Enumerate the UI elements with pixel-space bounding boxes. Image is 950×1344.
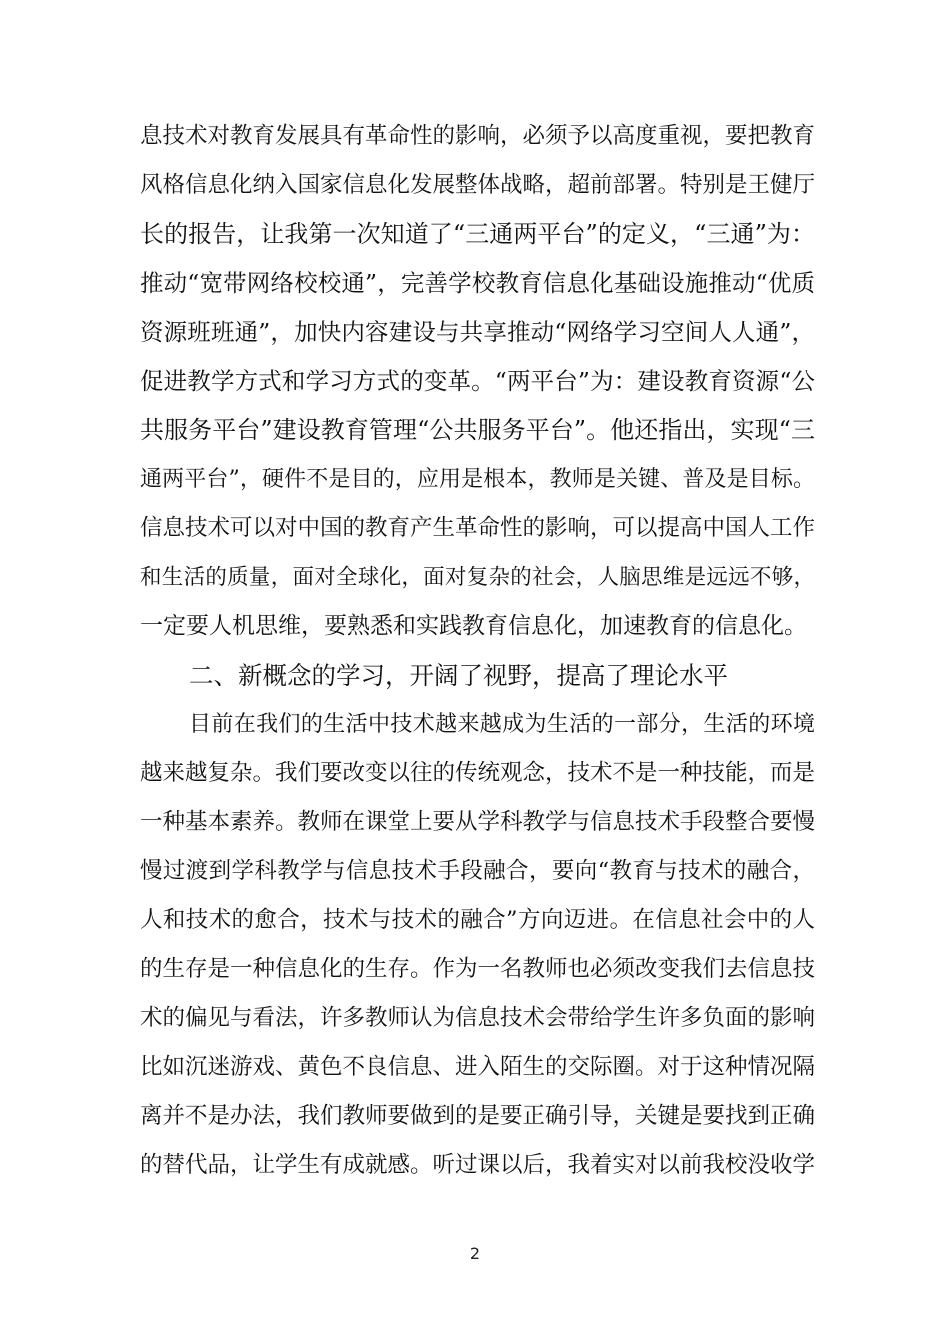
text-line: 长的报告，让我第一次知道了“三通两平台”的定义，“三通”为： xyxy=(140,220,815,248)
text-line: 一定要人机思维，要熟悉和实践教育信息化，加速教育的信息化。 xyxy=(140,613,807,639)
text-line: 和生活的质量，面对全球化，面对复杂的社会，人脑思维是远远不够， xyxy=(140,565,815,590)
text-line: 通两平台”，硬件不是目的，应用是根本，教师是关键、普及是目标。 xyxy=(140,467,815,492)
text-line: 风格信息化纳入国家信息化发展整体战略，超前部署。特别是王健厅 xyxy=(140,172,816,198)
text-line: 一种基本素养。教师在课堂上要从学科教学与信息技术手段整合要慢 xyxy=(140,809,816,835)
text-line: 息技术对教育发展具有革命性的影响，必须予以高度重视，要把教育 xyxy=(140,123,816,149)
text-line: 比如沉迷游戏、黄色不良信息、进入陌生的交际圈。对于这种情况隔 xyxy=(140,1054,816,1080)
body-text xyxy=(140,112,815,1190)
text-line: 越来越复杂。我们要改变以往的传统观念，技术不是一种技能，而是 xyxy=(140,760,816,786)
text-line: 人和技术的愈合，技术与技术的融合”方向迈进。在信息社会中的人 xyxy=(140,907,815,933)
text-line: 目前在我们的生活中技术越来越成为生活的一部分，生活的环境 xyxy=(189,712,815,737)
text-line: 共服务平台”建设教育管理“公共服务平台”。他还指出，实现“三 xyxy=(140,416,815,444)
text-line: 的替代品，让学生有成就感。听过课以后，我着实对以前我校没收学 xyxy=(140,1152,816,1178)
text-line: 促进教学方式和学习方式的变革。“两平台”为：建设教育资源“公 xyxy=(140,367,815,395)
text-line: 信息技术可以对中国的教育产生革命性的影响，可以提高中国人工作 xyxy=(140,515,816,541)
text-line: 术的偏见与看法，许多教师认为信息技术会带给学生许多负面的影响 xyxy=(140,1005,816,1031)
page-number: 2 xyxy=(469,1244,481,1263)
text-line: 离并不是办法，我们教师要做到的是要正确引导，关键是要找到正确 xyxy=(140,1103,816,1129)
text-line: 的生存是一种信息化的生存。作为一名教师也必须改变我们去信息技 xyxy=(140,956,816,982)
text-line: 推动“宽带网络校校通”，完善学校教育信息化基础设施推动“优质 xyxy=(140,269,815,297)
text-line: 慢过渡到学科教学与信息技术手段融合，要向“教育与技术的融合， xyxy=(140,858,815,884)
text-line: 资源班班通”，加快内容建设与共享推动“网络学习空间人人通”， xyxy=(140,318,815,346)
section-heading: 二、新概念的学习，开阔了视野，提高了理论水平 xyxy=(189,661,728,690)
